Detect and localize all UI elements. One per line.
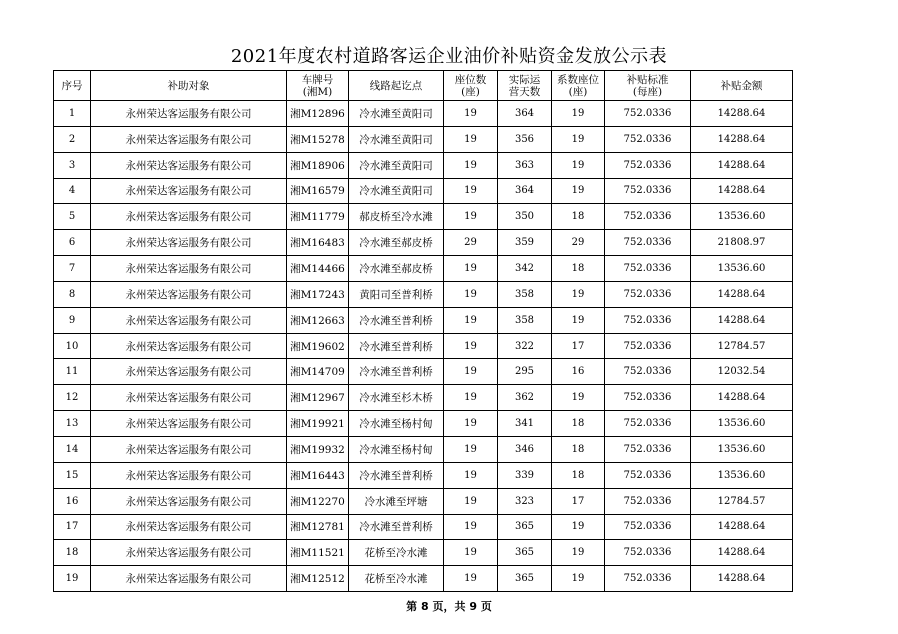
footer-mid: 页，共 [432, 600, 466, 613]
cell-target: 永州荣达客运服务有限公司 [91, 230, 287, 256]
cell-amount: 21808.97 [691, 230, 793, 256]
cell-amount: 12032.54 [691, 359, 793, 385]
cell-days: 350 [498, 204, 552, 230]
table-row [54, 540, 793, 566]
header-days-line2: 营天数 [508, 85, 541, 98]
cell-std: 752.0336 [605, 101, 691, 127]
cell-target: 永州荣达客运服务有限公司 [91, 256, 287, 282]
cell-amount: 14288.64 [691, 178, 793, 204]
cell-std: 752.0336 [605, 307, 691, 333]
table-row [54, 178, 793, 204]
cell-coef: 18 [552, 462, 605, 488]
cell-std: 752.0336 [605, 488, 691, 514]
table-row [54, 411, 793, 437]
cell-std: 752.0336 [605, 411, 691, 437]
cell-route: 冷水滩至普利桥 [349, 307, 444, 333]
cell-seats: 19 [444, 126, 498, 152]
cell-days: 295 [498, 359, 552, 385]
cell-route: 冷水滩至杨村甸 [349, 436, 444, 462]
cell-seq: 15 [54, 462, 91, 488]
cell-coef: 18 [552, 256, 605, 282]
cell-seats: 19 [444, 566, 498, 592]
cell-target: 永州荣达客运服务有限公司 [91, 333, 287, 359]
cell-route: 冷水滩至坪塘 [349, 488, 444, 514]
table-row [54, 566, 793, 592]
cell-days: 363 [498, 152, 552, 178]
header-seats-line1: 座位数 [454, 73, 487, 86]
footer-prefix: 第 [406, 600, 418, 613]
cell-seats: 19 [444, 101, 498, 127]
cell-plate: 湘M15278 [287, 126, 349, 152]
cell-plate: 湘M12967 [287, 385, 349, 411]
cell-seats: 19 [444, 436, 498, 462]
cell-route: 冷水滩至杉木桥 [349, 385, 444, 411]
cell-amount: 14288.64 [691, 514, 793, 540]
cell-days: 364 [498, 178, 552, 204]
subsidy-table [53, 70, 793, 592]
header-std-line1: 补贴标准 [626, 73, 669, 86]
page-footer [0, 598, 898, 614]
cell-amount: 13536.60 [691, 411, 793, 437]
cell-plate: 湘M17243 [287, 281, 349, 307]
cell-days: 341 [498, 411, 552, 437]
cell-target: 永州荣达客运服务有限公司 [91, 307, 287, 333]
cell-coef: 19 [552, 514, 605, 540]
cell-plate: 湘M16443 [287, 462, 349, 488]
cell-seats: 19 [444, 333, 498, 359]
cell-days: 358 [498, 281, 552, 307]
cell-route: 冷水滩至郝皮桥 [349, 256, 444, 282]
cell-seq: 5 [54, 204, 91, 230]
table-body [54, 101, 793, 592]
header-target: 补助对象 [91, 71, 287, 101]
header-std-line2: (每座) [632, 85, 663, 98]
cell-days: 356 [498, 126, 552, 152]
cell-amount: 13536.60 [691, 436, 793, 462]
header-amount: 补贴金额 [691, 71, 793, 101]
header-coef-line2: (座) [568, 85, 588, 98]
cell-std: 752.0336 [605, 204, 691, 230]
cell-seats: 19 [444, 256, 498, 282]
cell-route: 花桥至冷水滩 [349, 540, 444, 566]
cell-seats: 19 [444, 359, 498, 385]
header-days [498, 71, 552, 101]
cell-seats: 19 [444, 540, 498, 566]
cell-target: 永州荣达客运服务有限公司 [91, 462, 287, 488]
cell-seq: 14 [54, 436, 91, 462]
cell-seq: 16 [54, 488, 91, 514]
cell-days: 358 [498, 307, 552, 333]
cell-std: 752.0336 [605, 152, 691, 178]
cell-coef: 19 [552, 540, 605, 566]
cell-amount: 12784.57 [691, 333, 793, 359]
table-row [54, 359, 793, 385]
cell-target: 永州荣达客运服务有限公司 [91, 126, 287, 152]
cell-coef: 18 [552, 411, 605, 437]
table-row [54, 385, 793, 411]
cell-seats: 19 [444, 462, 498, 488]
cell-target: 永州荣达客运服务有限公司 [91, 514, 287, 540]
header-seats [444, 71, 498, 101]
cell-amount: 14288.64 [691, 566, 793, 592]
cell-target: 永州荣达客运服务有限公司 [91, 101, 287, 127]
cell-amount: 13536.60 [691, 462, 793, 488]
cell-seq: 6 [54, 230, 91, 256]
header-seats-line2: (座) [461, 85, 480, 98]
cell-target: 永州荣达客运服务有限公司 [91, 178, 287, 204]
cell-std: 752.0336 [605, 126, 691, 152]
table-row [54, 126, 793, 152]
table-row [54, 333, 793, 359]
cell-route: 黄阳司至普利桥 [349, 281, 444, 307]
cell-days: 365 [498, 540, 552, 566]
cell-plate: 湘M12270 [287, 488, 349, 514]
cell-target: 永州荣达客运服务有限公司 [91, 411, 287, 437]
cell-amount: 13536.60 [691, 256, 793, 282]
header-std [605, 71, 691, 101]
cell-target: 永州荣达客运服务有限公司 [91, 152, 287, 178]
cell-route: 冷水滩至普利桥 [349, 514, 444, 540]
header-seq: 序号 [54, 71, 91, 101]
footer-total: 9 [469, 600, 477, 613]
cell-seq: 9 [54, 307, 91, 333]
cell-plate: 湘M12781 [287, 514, 349, 540]
cell-amount: 14288.64 [691, 126, 793, 152]
table-row [54, 281, 793, 307]
cell-target: 永州荣达客运服务有限公司 [91, 204, 287, 230]
cell-seats: 19 [444, 411, 498, 437]
cell-amount: 14288.64 [691, 152, 793, 178]
cell-days: 322 [498, 333, 552, 359]
cell-route: 冷水滩至普利桥 [349, 359, 444, 385]
cell-std: 752.0336 [605, 333, 691, 359]
cell-plate: 湘M16483 [287, 230, 349, 256]
cell-plate: 湘M16579 [287, 178, 349, 204]
table-row [54, 436, 793, 462]
table-row [54, 514, 793, 540]
cell-route: 冷水滩至黄阳司 [349, 101, 444, 127]
cell-seq: 11 [54, 359, 91, 385]
cell-std: 752.0336 [605, 540, 691, 566]
cell-seq: 1 [54, 101, 91, 127]
cell-days: 365 [498, 566, 552, 592]
table-row [54, 204, 793, 230]
cell-coef: 17 [552, 333, 605, 359]
cell-coef: 29 [552, 230, 605, 256]
cell-days: 339 [498, 462, 552, 488]
cell-std: 752.0336 [605, 436, 691, 462]
cell-seq: 12 [54, 385, 91, 411]
header-plate [287, 71, 349, 101]
cell-seq: 7 [54, 256, 91, 282]
cell-seq: 13 [54, 411, 91, 437]
cell-target: 永州荣达客运服务有限公司 [91, 540, 287, 566]
cell-amount: 13536.60 [691, 204, 793, 230]
cell-seq: 10 [54, 333, 91, 359]
cell-target: 永州荣达客运服务有限公司 [91, 359, 287, 385]
cell-plate: 湘M19602 [287, 333, 349, 359]
cell-seats: 19 [444, 281, 498, 307]
table-row [54, 101, 793, 127]
cell-plate: 湘M12512 [287, 566, 349, 592]
cell-amount: 14288.64 [691, 307, 793, 333]
cell-seats: 19 [444, 385, 498, 411]
header-coef-line1: 系数座位 [557, 73, 599, 86]
cell-route: 冷水滩至黄阳司 [349, 178, 444, 204]
cell-days: 365 [498, 514, 552, 540]
cell-coef: 19 [552, 152, 605, 178]
footer-suffix: 页 [480, 600, 492, 613]
table-row [54, 230, 793, 256]
header-plate-line2: (湘M) [302, 85, 333, 98]
cell-std: 752.0336 [605, 178, 691, 204]
cell-coef: 19 [552, 566, 605, 592]
cell-amount: 14288.64 [691, 540, 793, 566]
table-row [54, 152, 793, 178]
cell-seq: 2 [54, 126, 91, 152]
cell-seats: 29 [444, 230, 498, 256]
table-row [54, 307, 793, 333]
cell-target: 永州荣达客运服务有限公司 [91, 566, 287, 592]
cell-target: 永州荣达客运服务有限公司 [91, 436, 287, 462]
cell-days: 342 [498, 256, 552, 282]
table-row [54, 462, 793, 488]
cell-days: 359 [498, 230, 552, 256]
cell-amount: 14288.64 [691, 101, 793, 127]
page-title: 2021年度农村道路客运企业油价补贴资金发放公示表 [230, 46, 668, 67]
cell-days: 362 [498, 385, 552, 411]
cell-target: 永州荣达客运服务有限公司 [91, 488, 287, 514]
cell-std: 752.0336 [605, 462, 691, 488]
cell-seq: 8 [54, 281, 91, 307]
cell-std: 752.0336 [605, 566, 691, 592]
cell-route: 郝皮桥至冷水滩 [349, 204, 444, 230]
cell-std: 752.0336 [605, 230, 691, 256]
cell-days: 364 [498, 101, 552, 127]
cell-seq: 3 [54, 152, 91, 178]
cell-target: 永州荣达客运服务有限公司 [91, 385, 287, 411]
header-route: 线路起讫点 [349, 71, 444, 101]
cell-coef: 19 [552, 178, 605, 204]
cell-std: 752.0336 [605, 256, 691, 282]
cell-route: 冷水滩至普利桥 [349, 462, 444, 488]
cell-seats: 19 [444, 488, 498, 514]
cell-seats: 19 [444, 204, 498, 230]
cell-plate: 湘M12896 [287, 101, 349, 127]
cell-seq: 4 [54, 178, 91, 204]
cell-plate: 湘M11779 [287, 204, 349, 230]
header-days-line1: 实际运 [508, 73, 541, 86]
cell-route: 冷水滩至杨村甸 [349, 411, 444, 437]
cell-route: 冷水滩至郝皮桥 [349, 230, 444, 256]
cell-std: 752.0336 [605, 514, 691, 540]
header-plate-line1: 车牌号 [301, 73, 334, 86]
cell-coef: 16 [552, 359, 605, 385]
cell-coef: 19 [552, 307, 605, 333]
cell-seats: 19 [444, 178, 498, 204]
cell-seats: 19 [444, 152, 498, 178]
cell-route: 花桥至冷水滩 [349, 566, 444, 592]
cell-seq: 17 [54, 514, 91, 540]
cell-std: 752.0336 [605, 281, 691, 307]
cell-std: 752.0336 [605, 385, 691, 411]
cell-coef: 19 [552, 385, 605, 411]
cell-amount: 12784.57 [691, 488, 793, 514]
cell-coef: 19 [552, 281, 605, 307]
cell-plate: 湘M14466 [287, 256, 349, 282]
cell-plate: 湘M19932 [287, 436, 349, 462]
cell-coef: 17 [552, 488, 605, 514]
cell-days: 323 [498, 488, 552, 514]
cell-std: 752.0336 [605, 359, 691, 385]
cell-target: 永州荣达客运服务有限公司 [91, 281, 287, 307]
cell-plate: 湘M11521 [287, 540, 349, 566]
table-row [54, 488, 793, 514]
cell-plate: 湘M18906 [287, 152, 349, 178]
cell-seq: 19 [54, 566, 91, 592]
header-row [54, 71, 793, 101]
cell-plate: 湘M12663 [287, 307, 349, 333]
cell-coef: 18 [552, 204, 605, 230]
cell-route: 冷水滩至普利桥 [349, 333, 444, 359]
cell-plate: 湘M14709 [287, 359, 349, 385]
cell-days: 346 [498, 436, 552, 462]
header-coef [552, 71, 605, 101]
cell-coef: 19 [552, 101, 605, 127]
cell-amount: 14288.64 [691, 281, 793, 307]
cell-seats: 19 [444, 307, 498, 333]
cell-seats: 19 [444, 514, 498, 540]
footer-page: 8 [421, 600, 429, 613]
cell-plate: 湘M19921 [287, 411, 349, 437]
table-row [54, 256, 793, 282]
cell-coef: 19 [552, 126, 605, 152]
cell-route: 冷水滩至黄阳司 [349, 152, 444, 178]
cell-coef: 18 [552, 436, 605, 462]
cell-amount: 14288.64 [691, 385, 793, 411]
cell-seq: 18 [54, 540, 91, 566]
cell-route: 冷水滩至黄阳司 [349, 126, 444, 152]
